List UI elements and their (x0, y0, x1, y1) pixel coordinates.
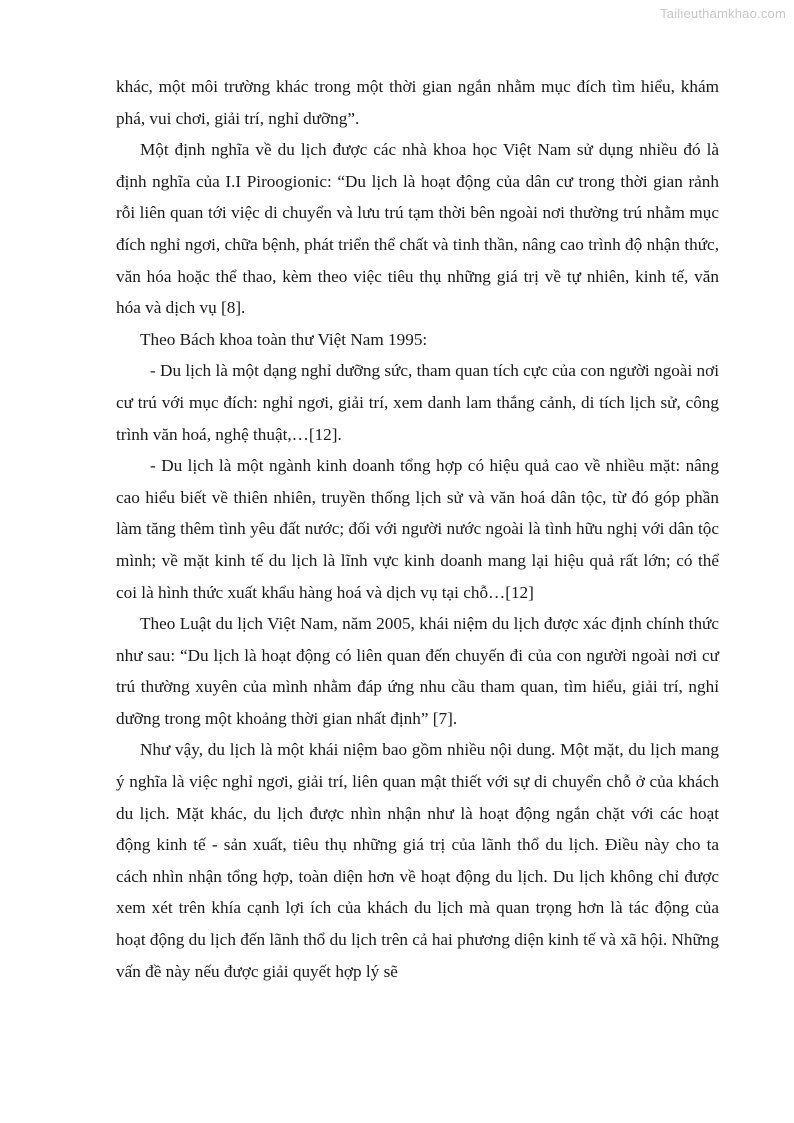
paragraph-continuation: khác, một môi trường khác trong một thời gian ngắn nhằm mục đích tìm hiểu, khám phá, vui chơi, giải trí, nghỉ dưỡng”. (116, 77, 719, 128)
bullet-rest-definition: - Du lịch là một dạng nghỉ dưỡng sức, tham quan tích cực của con người ngoài nơi cư trú với mục đích: nghỉ ngơi, giải trí, xem danh lam thắng cảnh, di tích lịch sử, công trình văn hoá, nghệ thuật,…[12]. (116, 361, 719, 444)
paragraph-piroogionic-definition: Một định nghĩa về du lịch được các nhà khoa học Việt Nam sử dụng nhiều đó là định nghĩa của I.I Piroogionic: “Du lịch là hoạt động của dân cư trong thời gian rảnh rỗi liên quan tới việc di chuyển và lưu trú tạm thời bên ngoài nơi thường trú nhằm mục đích nghỉ ngơi, chữa bệnh, phát triển thể chất và tinh thần, nâng cao trình độ nhận thức, văn hóa hoặc thể thao, kèm theo việc tiêu thụ những giá trị về tự nhiên, kinh tế, văn hóa và dịch vụ [8]. (116, 140, 719, 318)
paragraph-summary: Như vậy, du lịch là một khái niệm bao gồm nhiều nội dung. Một mặt, du lịch mang ý nghĩa là việc nghỉ ngơi, giải trí, liên quan mật thiết với sự di chuyển chỗ ở của khách du lịch. Mặt khác, du lịch được nhìn nhận như là hoạt động ngắn chặt với các hoạt động kinh tế - sản xuất, tiêu thụ những giá trị của lãnh thổ du lịch. Điều này cho ta cách nhìn nhận tổng hợp, toàn diện hơn về hoạt động du lịch. Du lịch không chỉ được xem xét trên khía cạnh lợi ích của khách du lịch mà quan trọng hơn là tác động của hoạt động du lịch đến lãnh thổ du lịch trên cả hai phương diện kinh tế và xã hội. Những vấn đề này nếu được giải quyết hợp lý sẽ (116, 740, 719, 981)
watermark-text: Tailieuthamkhao.com (660, 6, 786, 21)
bullet-business-definition: - Du lịch là một ngành kinh doanh tổng hợp có hiệu quả cao về nhiều mặt: nâng cao hiểu biết về thiên nhiên, truyền thống lịch sử và văn hoá dân tộc, từ đó góp phần làm tăng thêm tình yêu đất nước; đối với người nước ngoài là tình hữu nghị với dân tộc mình; về mặt kinh tế du lịch là lĩnh vực kinh doanh mang lại hiệu quả rất lớn; có thể coi là hình thức xuất khẩu hàng hoá và dịch vụ tại chỗ…[12] (116, 456, 719, 602)
paragraph-tourism-law: Theo Luật du lịch Việt Nam, năm 2005, khái niệm du lịch được xác định chính thức như sau: “Du lịch là hoạt động có liên quan đến chuyến đi của con người ngoài nơi cư trú thường xuyên của mình nhằm đáp ứng nhu cầu tham quan, tìm hiểu, giải trí, nghỉ dưỡng trong một khoảng thời gian nhất định” [7]. (116, 614, 719, 728)
paragraph-encyclopedia-intro: Theo Bách khoa toàn thư Việt Nam 1995: (140, 329, 428, 349)
document-body (116, 71, 719, 987)
